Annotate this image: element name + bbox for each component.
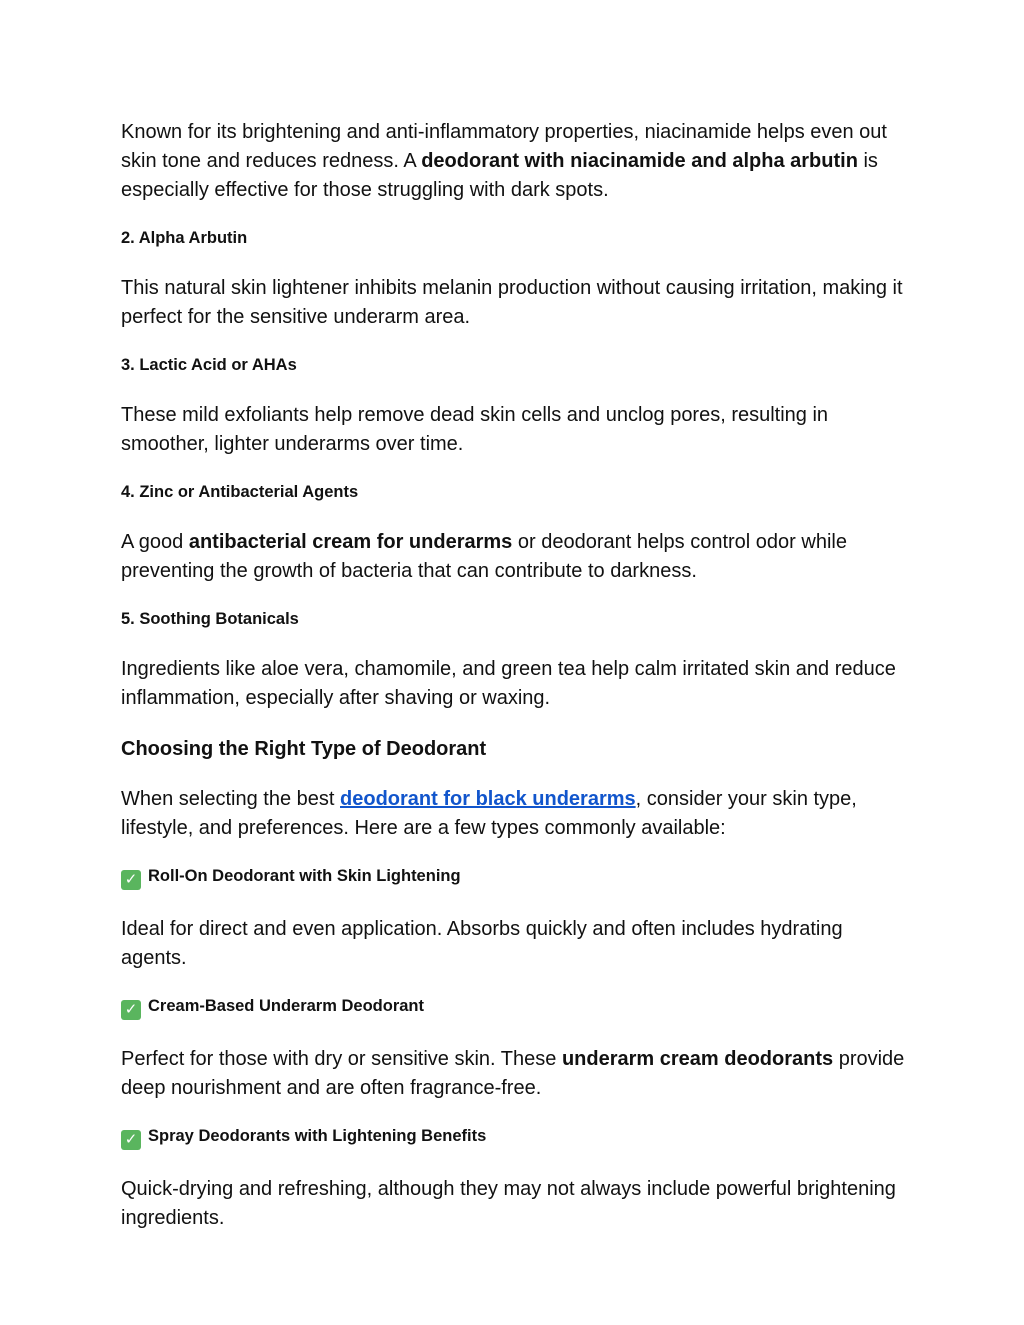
- heading-label: Spray Deodorants with Lightening Benefits: [148, 1127, 487, 1145]
- heading-lactic-acid: 3. Lactic Acid or AHAs: [121, 356, 297, 374]
- text-run: A good: [121, 531, 189, 553]
- text-run: or deodorant helps control odor while preventing the growth of bacteria that can contribute to darkness.: [121, 531, 847, 582]
- check-mark-icon: ✓: [121, 870, 141, 890]
- text-run: is especially effective for those struggling with dark spots.: [121, 150, 878, 201]
- text-run: When selecting the best: [121, 788, 341, 810]
- choosing-paragraph: [121, 785, 911, 843]
- bold-run: antibacterial cream for underarms: [188, 531, 513, 553]
- section-title: Choosing the Right Type of Deodorant: [121, 738, 487, 760]
- check-mark-icon: ✓: [121, 1130, 141, 1150]
- heading-zinc: 4. Zinc or Antibacterial Agents: [121, 483, 359, 501]
- heading-alpha-arbutin: 2. Alpha Arbutin: [121, 229, 248, 247]
- heading-label: Cream-Based Underarm Deodorant: [148, 997, 424, 1015]
- heading-spray: [121, 1125, 911, 1150]
- text-run: provide deep nourishment and are often fragrance-free.: [121, 1048, 905, 1099]
- cream-paragraph: [121, 1045, 911, 1103]
- text-run: Perfect for those with dry or sensitive skin. These: [121, 1048, 562, 1070]
- alpha-arbutin-paragraph: This natural skin lightener inhibits melanin production without causing irritation, making it perfect for the sensitive underarm area.: [121, 277, 903, 328]
- bold-run: underarm cream deodorants: [561, 1048, 834, 1070]
- text-run: , consider your skin type, lifestyle, and preferences. Here are a few types commonly available:: [121, 788, 857, 839]
- text-run: Known for its brightening and anti-inflammatory properties, niacinamide helps even out skin tone and reduces redness. A: [121, 121, 887, 172]
- heading-soothing-botanicals: 5. Soothing Botanicals: [121, 610, 299, 628]
- zinc-paragraph: [121, 528, 911, 586]
- heading-roll-on: [121, 865, 911, 890]
- check-mark-icon: ✓: [121, 1000, 141, 1020]
- heading-label: Roll-On Deodorant with Skin Lightening: [148, 867, 461, 885]
- lactic-acid-paragraph: These mild exfoliants help remove dead skin cells and unclog pores, resulting in smoother, lighter underarms over time.: [121, 404, 829, 455]
- niacinamide-paragraph: [121, 118, 911, 205]
- botanicals-paragraph: Ingredients like aloe vera, chamomile, and green tea help calm irritated skin and reduce inflammation, especially after shaving or waxing.: [121, 658, 896, 709]
- roll-on-paragraph: Ideal for direct and even application. Absorbs quickly and often includes hydrating agents.: [121, 918, 843, 969]
- heading-cream-based: [121, 995, 911, 1020]
- spray-paragraph: Quick-drying and refreshing, although they may not always include powerful brightening ingredients.: [121, 1178, 896, 1229]
- deodorant-link[interactable]: deodorant for black underarms: [340, 788, 636, 810]
- document-page: [121, 118, 911, 1233]
- bold-run: deodorant with niacinamide and alpha arbutin: [421, 150, 858, 172]
